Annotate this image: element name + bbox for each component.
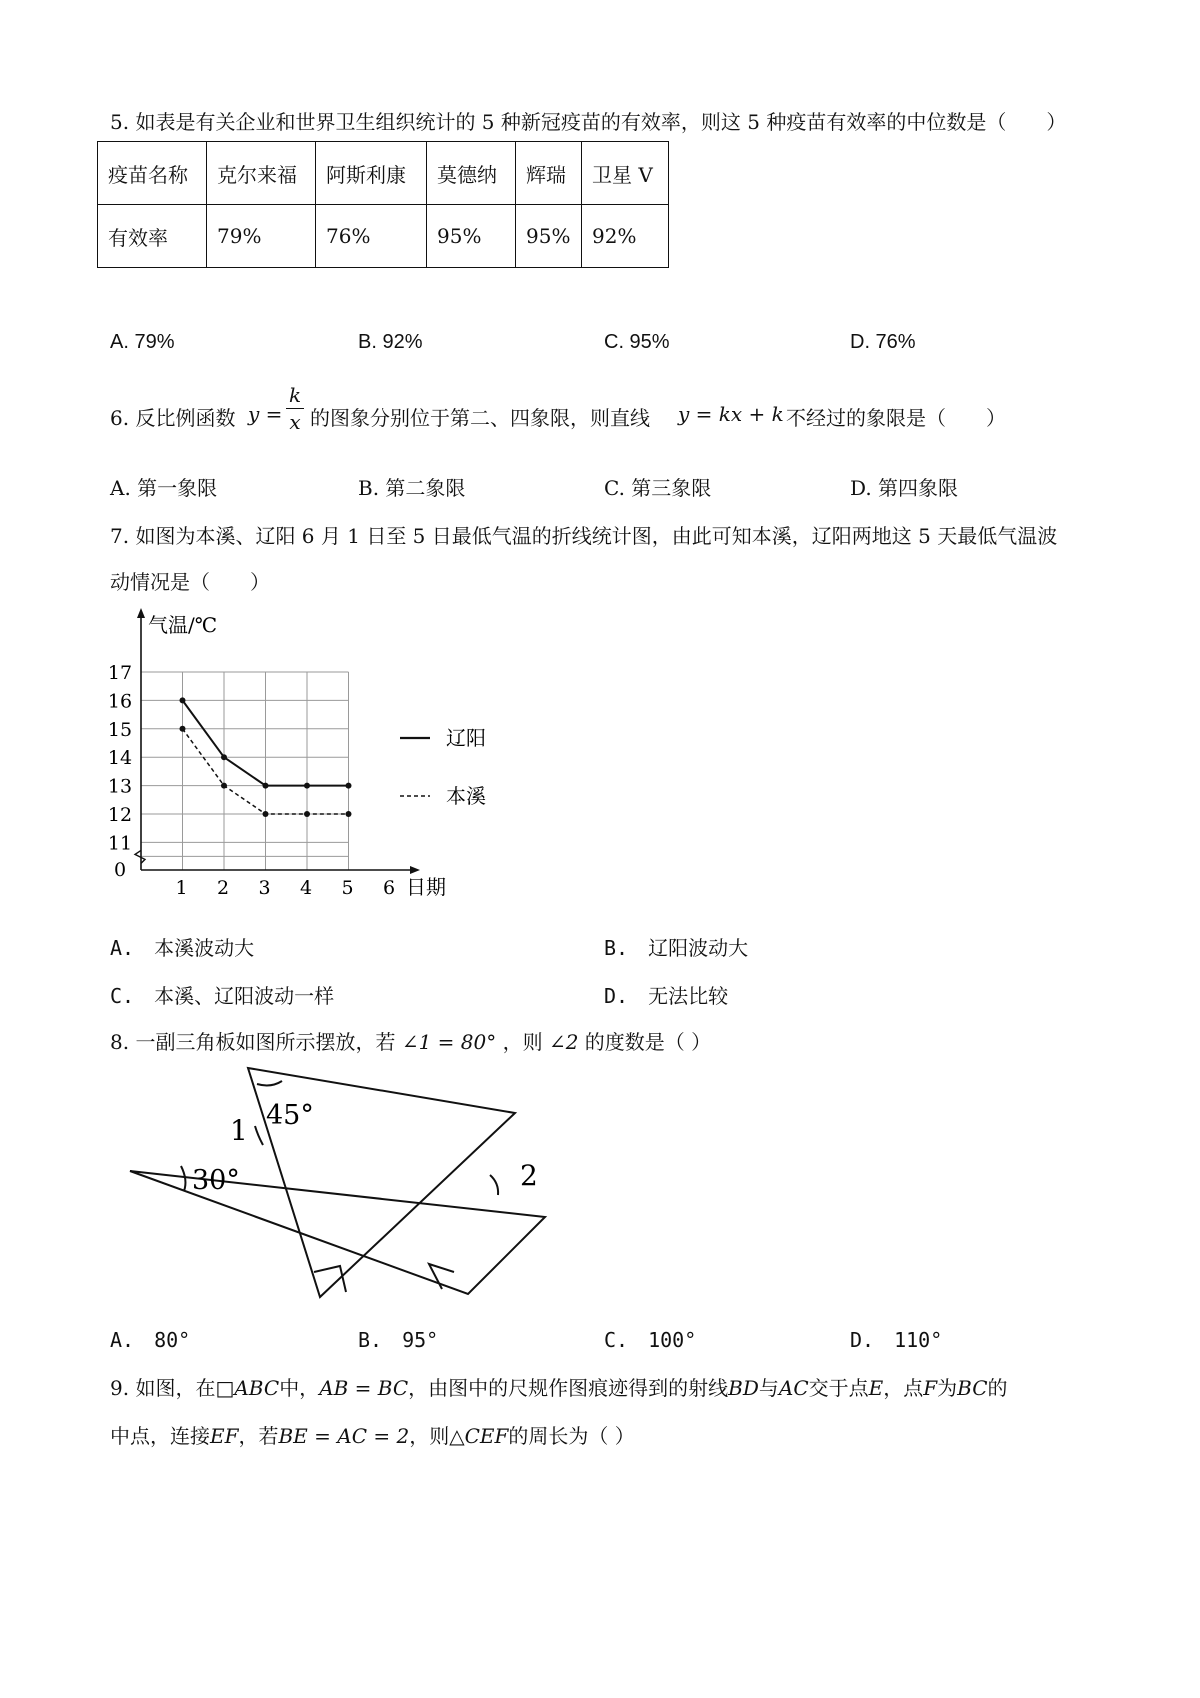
q8-stem: 8. 一副三角板如图所示摆放，若 ∠1 = 80° ，则 ∠2 的度数是（ ） <box>110 1030 712 1054</box>
data-point <box>180 697 186 703</box>
triangle-rulers-figure <box>0 1060 600 1310</box>
y-tick-label: 17 <box>107 662 133 684</box>
q7-option-a: A. 本溪波动大 <box>110 936 255 960</box>
q8-option-d: D. 110° <box>850 1328 943 1352</box>
q9-stem-line2: 中点，连接EF，若BE = AC = 2，则△CEF的周长为（ ） <box>110 1424 635 1448</box>
x-tick-label: 2 <box>216 877 230 899</box>
vaccine-name: 克尔来福 <box>207 142 316 205</box>
vaccine-name: 阿斯利康 <box>316 142 427 205</box>
data-point <box>346 783 352 789</box>
legend-label: 辽阳 <box>446 726 486 750</box>
arc-30 <box>181 1166 185 1191</box>
vaccine-rate: 79% <box>207 205 316 268</box>
q7-stem-line1: 7. 如图为本溪、辽阳 6 月 1 日至 5 日最低气温的折线统计图，由此可知本溪，辽阳两地这 5 天最低气温波 <box>110 524 1058 548</box>
label-1: 1 <box>230 1114 248 1147</box>
q8-option-c: C. 100° <box>604 1328 697 1352</box>
y-tick-label: 14 <box>107 747 133 770</box>
q8-option-a: A. 80° <box>110 1328 191 1352</box>
data-point <box>263 783 269 789</box>
y-axis-label: 气温/℃ <box>148 613 218 637</box>
vaccine-rate: 76% <box>316 205 427 268</box>
q7-option-b: B. 辽阳波动大 <box>604 936 749 960</box>
label-45: 45° <box>266 1100 314 1131</box>
fraction-k-over-x: k x <box>286 384 304 433</box>
q6-option-d: D. 第四象限 <box>850 476 959 500</box>
x-tick-label: 4 <box>299 877 313 899</box>
data-point <box>221 754 227 760</box>
x-tick-label: 6 <box>382 877 396 899</box>
label-30: 30° <box>192 1165 240 1196</box>
arc-45 <box>257 1081 282 1085</box>
x-tick-label: 5 <box>341 877 354 899</box>
q5-option-b: B. 92% <box>358 331 423 353</box>
q6-option-c: C. 第三象限 <box>604 476 712 500</box>
data-point <box>221 783 227 789</box>
q7-option-c: C. 本溪、辽阳波动一样 <box>110 984 335 1008</box>
vaccine-rate: 95% <box>516 205 582 268</box>
q5-option-d: D. 76% <box>850 331 916 353</box>
vaccine-table <box>97 141 669 268</box>
y-tick-label: 0 <box>113 859 127 881</box>
axis-break-mark <box>135 850 145 863</box>
vaccine-name: 辉瑞 <box>516 142 582 205</box>
y-tick-label: 16 <box>107 690 133 713</box>
q6-option-b: B. 第二象限 <box>358 476 466 500</box>
y-tick-label: 13 <box>107 775 133 798</box>
q8-option-b: B. 95° <box>358 1328 439 1352</box>
vaccine-rate: 95% <box>427 205 516 268</box>
y-axis-arrow <box>137 608 145 618</box>
table-value-label: 有效率 <box>98 205 207 268</box>
table-row-rates <box>98 205 669 268</box>
q5-stem: 5. 如表是有关企业和世界卫生组织统计的 5 种新冠疫苗的有效率，则这 5 种疫苗有效率的中位数是（ ） <box>110 110 1067 134</box>
q5-option-c: C. 95% <box>604 331 670 353</box>
y-tick-label: 15 <box>107 718 133 741</box>
y-tick-label: 12 <box>107 804 133 826</box>
arc-2 <box>490 1175 498 1195</box>
y-tick-label: 11 <box>107 832 133 855</box>
label-2: 2 <box>520 1159 538 1192</box>
data-point <box>304 783 310 789</box>
data-point <box>346 811 352 817</box>
x-tick-label: 1 <box>175 877 188 899</box>
arc-1 <box>255 1126 263 1145</box>
data-point <box>304 811 310 817</box>
data-point <box>263 811 269 817</box>
table-header-label: 疫苗名称 <box>98 142 207 205</box>
vaccine-name: 卫星 V <box>582 142 669 205</box>
q9-stem-line1: 9. 如图，在□ABC中，AB = BC，由图中的尺规作图痕迹得到的射线BD与AC交于点E，点F为BC的 <box>110 1376 1008 1400</box>
x-axis-arrow <box>410 866 420 874</box>
data-point <box>180 726 186 732</box>
chart-axes <box>135 608 420 874</box>
x-tick-label: 3 <box>258 877 271 899</box>
table-row-names <box>98 142 669 205</box>
q7-stem-line2: 动情况是（ ） <box>110 570 270 594</box>
vaccine-name: 莫德纳 <box>427 142 516 205</box>
vaccine-rate: 92% <box>582 205 669 268</box>
q7-option-d: D. 无法比较 <box>604 984 729 1008</box>
q5-option-a: A. 79% <box>110 331 175 353</box>
temperature-line-chart <box>100 608 500 908</box>
x-axis-label: 日期 <box>406 875 446 899</box>
q6-option-a: A. 第一象限 <box>110 476 218 500</box>
legend-label: 本溪 <box>446 784 486 808</box>
